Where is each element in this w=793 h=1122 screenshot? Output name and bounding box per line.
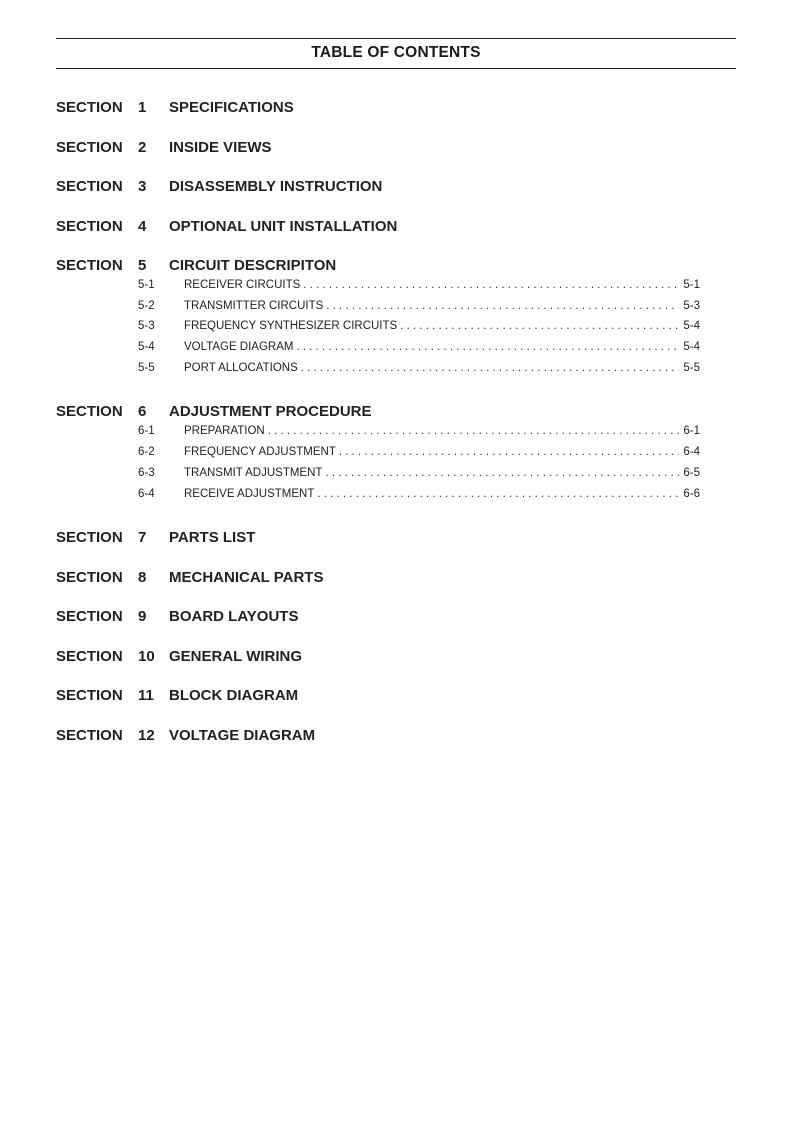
section-word: SECTION (56, 217, 123, 235)
section-title: ADJUSTMENT PROCEDURE (169, 403, 372, 421)
page-title: TABLE OF CONTENTS (311, 44, 481, 61)
section-number: 12 (138, 726, 155, 744)
toc-section-6 (56, 403, 736, 508)
section-number: 7 (138, 529, 147, 547)
section-title: INSIDE VIEWS (169, 138, 272, 156)
section-title: BLOCK DIAGRAM (169, 687, 299, 705)
toc-section-heading[interactable] (56, 648, 736, 668)
section-word: SECTION (56, 647, 123, 665)
subsection-page: 6-6 (683, 487, 700, 500)
section-spacer (56, 508, 736, 529)
dot-leader (303, 279, 679, 291)
toc-section-8 (56, 569, 736, 589)
section-number: 8 (138, 568, 147, 586)
section-number: 10 (138, 647, 155, 665)
dot-leader (268, 425, 680, 437)
section-title: OPTIONAL UNIT INSTALLATION (169, 217, 398, 235)
subsection-title: RECEIVER CIRCUITS (184, 279, 301, 291)
subsection-page: 6-5 (683, 466, 700, 479)
toc-section-heading[interactable] (56, 403, 736, 423)
subsection-page: 5-1 (683, 279, 700, 291)
toc-section-heading[interactable] (56, 529, 736, 549)
section-number: 3 (138, 178, 147, 195)
section-word: SECTION (56, 568, 123, 586)
toc-section-heading[interactable] (56, 139, 736, 159)
subsection-number: 6-3 (138, 466, 155, 479)
toc-section-heading[interactable] (56, 218, 736, 238)
toc-subsection-6-3[interactable] (56, 467, 700, 488)
subsection-number: 6-1 (138, 425, 155, 438)
toc-section-heading[interactable] (56, 608, 736, 628)
toc-section-heading[interactable] (56, 257, 736, 277)
section-word: SECTION (56, 529, 123, 547)
toc-section-7 (56, 529, 736, 549)
subsection-number: 6-4 (138, 487, 155, 500)
section-spacer (56, 159, 736, 179)
section-spacer (56, 238, 736, 258)
section-number: 1 (138, 99, 147, 116)
section-number: 9 (138, 608, 147, 626)
section-title: GENERAL WIRING (169, 647, 303, 665)
subsection-number: 5-4 (138, 341, 155, 354)
subsection-title: RECEIVE ADJUSTMENT (184, 487, 315, 500)
dot-leader (301, 362, 680, 374)
section-number: 5 (138, 257, 147, 274)
section-number: 2 (138, 138, 147, 156)
section-number: 11 (138, 687, 154, 705)
section-spacer (56, 707, 736, 727)
section-title: MECHANICAL PARTS (169, 568, 324, 586)
subsection-page: 5-5 (683, 361, 700, 374)
subsection-number: 6-2 (138, 446, 155, 459)
section-word: SECTION (56, 687, 123, 705)
section-title: PARTS LIST (169, 529, 256, 547)
toc-subsection-5-3[interactable] (56, 320, 700, 341)
section-spacer (56, 549, 736, 569)
subsection-list (56, 425, 736, 508)
toc-section-heading[interactable] (56, 687, 736, 707)
toc-section-10 (56, 648, 736, 668)
toc-subsection-6-1[interactable] (56, 425, 700, 446)
subsection-page: 5-4 (683, 320, 700, 333)
toc-section-heading[interactable] (56, 99, 736, 119)
subsection-page: 5-4 (683, 341, 700, 354)
toc-subsection-5-4[interactable] (56, 341, 700, 362)
section-title: BOARD LAYOUTS (169, 608, 299, 626)
subsection-title: TRANSMITTER CIRCUITS (184, 299, 324, 312)
section-spacer (56, 198, 736, 218)
toc-section-11 (56, 687, 736, 707)
toc-section-9 (56, 608, 736, 628)
section-title: VOLTAGE DIAGRAM (169, 726, 316, 744)
toc-section-heading[interactable] (56, 727, 736, 747)
dot-leader (400, 320, 679, 332)
table-of-contents (56, 99, 736, 747)
toc-subsection-6-4[interactable] (56, 488, 700, 509)
subsection-list (56, 279, 736, 382)
header-rule-top (56, 38, 736, 39)
dot-leader (317, 488, 679, 500)
subsection-number: 5-3 (138, 320, 155, 333)
section-title: SPECIFICATIONS (169, 99, 294, 116)
toc-section-12 (56, 727, 736, 747)
subsection-number: 5-2 (138, 299, 155, 312)
section-word: SECTION (56, 178, 123, 195)
section-word: SECTION (56, 138, 123, 156)
subsection-title: FREQUENCY SYNTHESIZER CIRCUITS (184, 320, 398, 333)
dot-leader (296, 341, 679, 353)
section-spacer (56, 668, 736, 688)
section-title: DISASSEMBLY INSTRUCTION (169, 178, 383, 195)
dot-leader (325, 467, 679, 479)
section-number: 4 (138, 217, 147, 235)
subsection-number: 5-5 (138, 361, 155, 374)
section-word: SECTION (56, 726, 123, 744)
toc-section-heading[interactable] (56, 178, 736, 198)
toc-section-5 (56, 257, 736, 382)
toc-section-4 (56, 218, 736, 238)
section-number: 6 (138, 403, 147, 421)
subsection-title: FREQUENCY ADJUSTMENT (184, 446, 336, 459)
section-word: SECTION (56, 608, 123, 626)
section-word: SECTION (56, 99, 123, 116)
toc-subsection-5-1[interactable] (56, 279, 700, 300)
toc-section-3 (56, 178, 736, 198)
subsection-page: 6-1 (683, 425, 700, 438)
dot-leader (326, 300, 679, 312)
toc-subsection-5-2[interactable] (56, 300, 700, 321)
header-rule-bottom (56, 68, 736, 69)
toc-section-2 (56, 139, 736, 159)
section-spacer (56, 382, 736, 403)
subsection-page: 6-4 (683, 446, 700, 459)
subsection-number: 5-1 (138, 279, 155, 291)
toc-subsection-6-2[interactable] (56, 446, 700, 467)
section-word: SECTION (56, 403, 123, 421)
subsection-title: PORT ALLOCATIONS (184, 361, 298, 374)
toc-section-1 (56, 99, 736, 119)
toc-subsection-5-5[interactable] (56, 362, 700, 383)
section-spacer (56, 628, 736, 648)
section-spacer (56, 589, 736, 609)
subsection-page: 5-3 (683, 299, 700, 312)
dot-leader (339, 446, 680, 458)
toc-section-heading[interactable] (56, 569, 736, 589)
section-word: SECTION (56, 257, 123, 274)
section-spacer (56, 119, 736, 139)
section-title: CIRCUIT DESCRIPITON (169, 257, 337, 274)
subsection-title: PREPARATION (184, 425, 265, 438)
subsection-title: TRANSMIT ADJUSTMENT (184, 466, 323, 479)
subsection-title: VOLTAGE DIAGRAM (184, 341, 294, 354)
